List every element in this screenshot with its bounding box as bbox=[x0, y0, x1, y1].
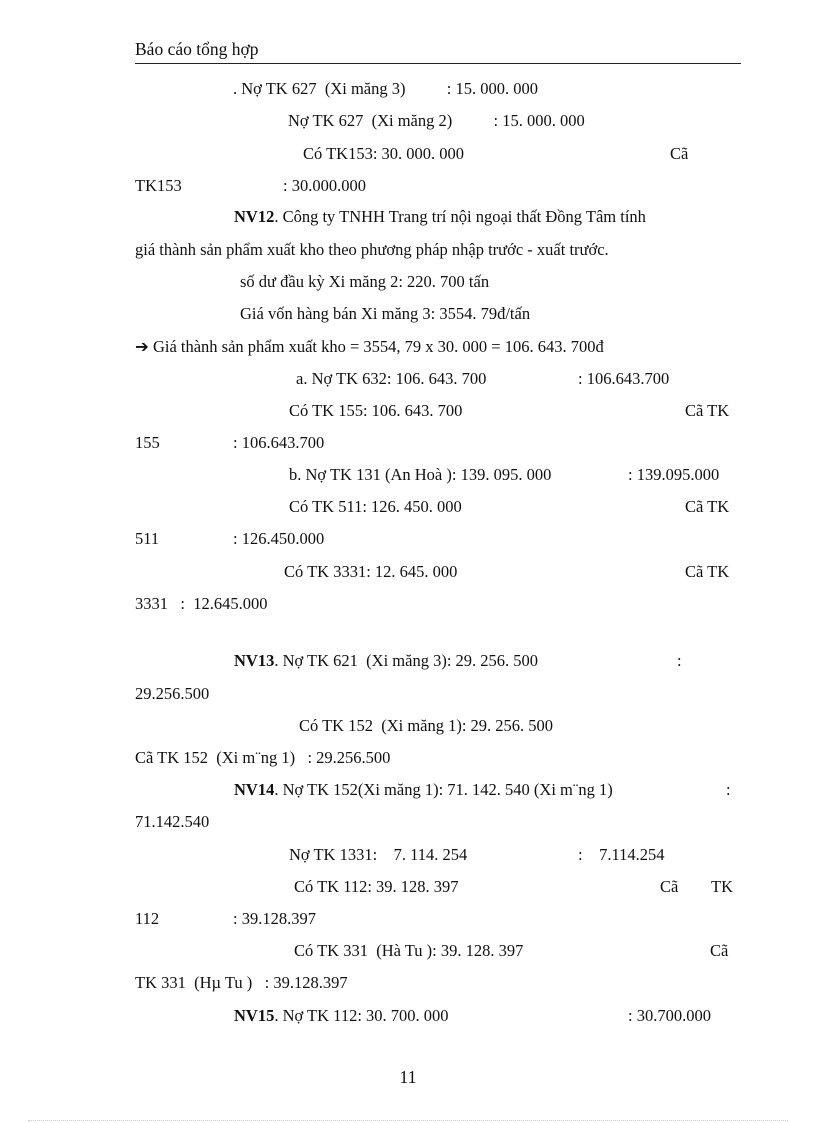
paragraph-line: NV12. Công ty TNHH Trang trí nội ngoại thất Đồng Tâm tính bbox=[234, 207, 646, 226]
text-line: Cã bbox=[670, 144, 689, 163]
text-line: 29.256.500 bbox=[135, 684, 210, 703]
text-line: TK 331 (Hµ Tu ) : 39.128.397 bbox=[135, 973, 348, 992]
text-line: TK bbox=[711, 877, 733, 896]
text-line: : 106.643.700 bbox=[233, 433, 325, 452]
text-line: 3331 : 12.645.000 bbox=[135, 594, 268, 613]
text-line: a. Nợ TK 632: 106. 643. 700 bbox=[296, 369, 487, 388]
paragraph-line: NV14. Nợ TK 152(Xi măng 1): 71. 142. 540 (Xi m¨ng 1) bbox=[234, 780, 613, 799]
text-line: Nợ TK 1331: 7. 114. 254 bbox=[289, 845, 468, 864]
text-line: : 30.700.000 bbox=[628, 1006, 711, 1025]
text-line: Cã TK bbox=[685, 562, 730, 581]
text-line: Cã TK bbox=[685, 401, 730, 420]
text-line: : bbox=[726, 780, 731, 799]
nv-label: NV12 bbox=[234, 207, 275, 226]
text-line: Có TK153: 30. 000. 000 bbox=[303, 144, 465, 163]
text-line: Có TK 331 (Hà Tu ): 39. 128. 397 bbox=[294, 941, 524, 960]
text-line: b. Nợ TK 131 (An Hoà ): 139. 095. 000 bbox=[289, 465, 552, 484]
text-line: : 126.450.000 bbox=[233, 529, 325, 548]
text-line: Nợ TK 627 (Xi măng 2) : 15. 000. 000 bbox=[288, 111, 585, 130]
paragraph-line: NV13. Nợ TK 621 (Xi măng 3): 29. 256. 500 bbox=[234, 651, 539, 670]
text-line: : 39.128.397 bbox=[233, 909, 316, 928]
text-line: : 7.114.254 bbox=[578, 845, 665, 864]
text-line: số dư đầu kỳ Xi măng 2: 220. 700 tấn bbox=[240, 272, 490, 291]
text-line: TK153 bbox=[135, 176, 182, 195]
page-bottom-divider bbox=[28, 1120, 788, 1121]
text-line: 71.142.540 bbox=[135, 812, 210, 831]
text-line: Có TK 152 (Xi măng 1): 29. 256. 500 bbox=[299, 716, 554, 735]
paragraph-line: NV15. Nợ TK 112: 30. 700. 000 bbox=[234, 1006, 449, 1025]
text-line: 112 bbox=[135, 909, 160, 928]
text-line: 155 bbox=[135, 433, 160, 452]
text-line: Cã TK bbox=[685, 497, 730, 516]
nv-label: NV15 bbox=[234, 1006, 275, 1025]
text-line: Có TK 155: 106. 643. 700 bbox=[289, 401, 463, 420]
nv-label: NV13 bbox=[234, 651, 275, 670]
page-number: 11 bbox=[399, 1067, 417, 1087]
text-line: : bbox=[677, 651, 682, 670]
text-line: Cã bbox=[710, 941, 729, 960]
paragraph-line: giá thành sản phẩm xuất kho theo phương pháp nhập trước - xuất trước. bbox=[135, 240, 609, 259]
text-line: Có TK 3331: 12. 645. 000 bbox=[284, 562, 458, 581]
header-title: Báo cáo tổng hợp bbox=[135, 39, 259, 59]
result-line: ➔ Giá thành sản phẩm xuất kho = 3554, 79 x 30. 000 = 106. 643. 700đ bbox=[135, 337, 604, 356]
text-line: . Nợ TK 627 (Xi măng 3) : 15. 000. 000 bbox=[233, 79, 538, 98]
text-line: 511 bbox=[135, 529, 160, 548]
text-line: : 30.000.000 bbox=[283, 176, 366, 195]
text-line: Giá vốn hàng bán Xi măng 3: 3554. 79đ/tấn bbox=[240, 304, 531, 323]
text-line: Có TK 112: 39. 128. 397 bbox=[294, 877, 459, 896]
text-line: Cã bbox=[660, 877, 679, 896]
text-line: : 139.095.000 bbox=[628, 465, 720, 484]
header-rule bbox=[135, 63, 741, 64]
arrow-right-icon: ➔ bbox=[135, 337, 149, 356]
text-line: Cã TK 152 (Xi m¨ng 1) : 29.256.500 bbox=[135, 748, 391, 767]
text-line: : 106.643.700 bbox=[578, 369, 670, 388]
nv-label: NV14 bbox=[234, 780, 275, 799]
text-line: Có TK 511: 126. 450. 000 bbox=[289, 497, 462, 516]
